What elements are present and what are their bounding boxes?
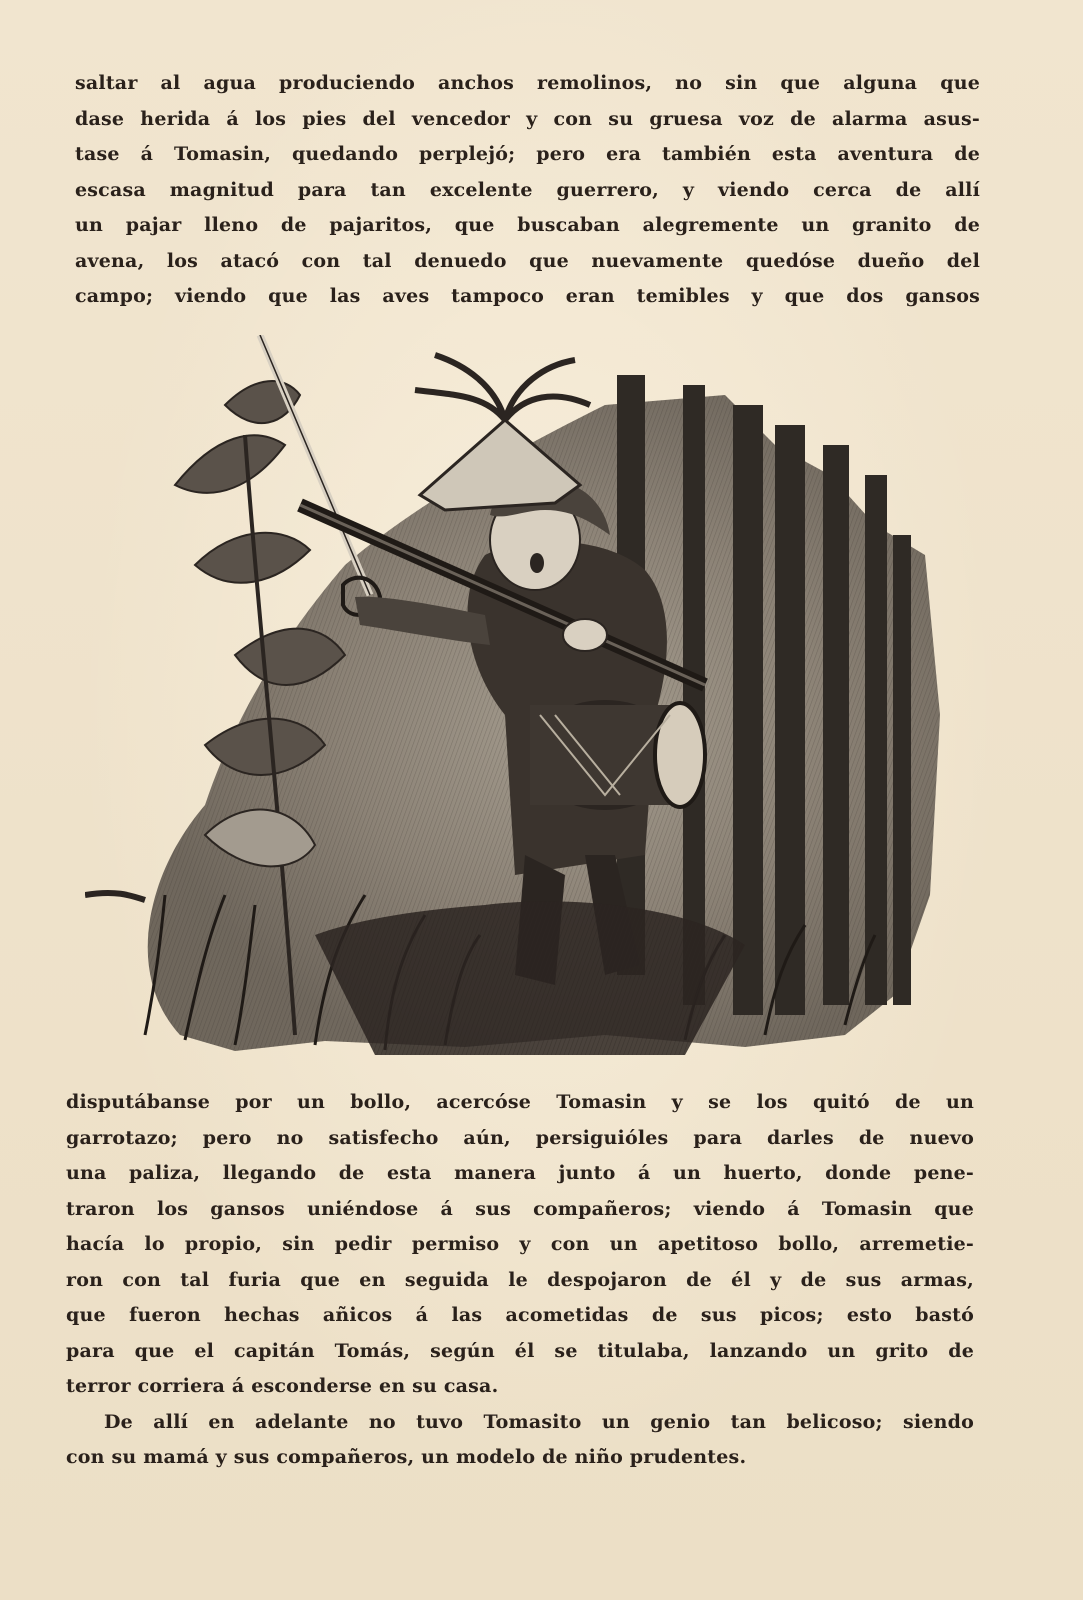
top-paragraph	[75, 66, 980, 315]
text-line: De allí en adelante no tuvo Tomasito un genio tan belicoso; siendo	[104, 1410, 974, 1433]
text-line: escasa magnitud para tan excelente guerrero, y viendo cerca de allí	[75, 178, 980, 201]
text-line: terror corriera á esconderse en su casa.	[66, 1375, 499, 1397]
text-line: hacía lo propio, sin pedir permiso y con un apetitoso bollo, arremetie-	[66, 1233, 974, 1255]
text-line: para que el capitán Tomás, según él se titulaba, lanzando un grito de	[66, 1339, 974, 1362]
text-line: tase á Tomasin, quedando perplejó; pero era también esta aventura de	[75, 143, 980, 165]
text-line: traron los gansos uniéndose á sus compañeros; viendo á Tomasin que	[66, 1197, 974, 1220]
text-line: campo; viendo que las aves tampoco eran temibles y que dos gansos	[75, 285, 980, 307]
engraving-child-soldier-icon	[85, 335, 950, 1065]
bottom-paragraph	[66, 1085, 974, 1476]
text-line: ron con tal furia que en seguida le despojaron de él y de sus armas,	[66, 1268, 974, 1291]
text-line: con su mamá y sus compañeros, un modelo de niño prudentes.	[66, 1446, 747, 1468]
text-line: garrotazo; pero no satisfecho aún, persiguióles para darles de nuevo	[66, 1126, 974, 1149]
text-line: dase herida á los pies del vencedor y con su gruesa voz de alarma asus-	[75, 107, 980, 130]
text-line: avena, los atacó con tal denuedo que nuevamente quedóse dueño del	[75, 249, 980, 272]
text-line: una paliza, llegando de esta manera junto á un huerto, donde pene-	[66, 1162, 974, 1184]
text-line: un pajar lleno de pajaritos, que buscaban alegremente un granito de	[75, 214, 980, 236]
text-line: que fueron hechas añicos á las acometidas de sus picos; esto bastó	[66, 1304, 974, 1326]
text-line: disputábanse por un bollo, acercóse Tomasin y se los quitó de un	[66, 1091, 974, 1113]
text-line: saltar al agua produciendo anchos remolinos, no sin que alguna que	[75, 72, 980, 94]
